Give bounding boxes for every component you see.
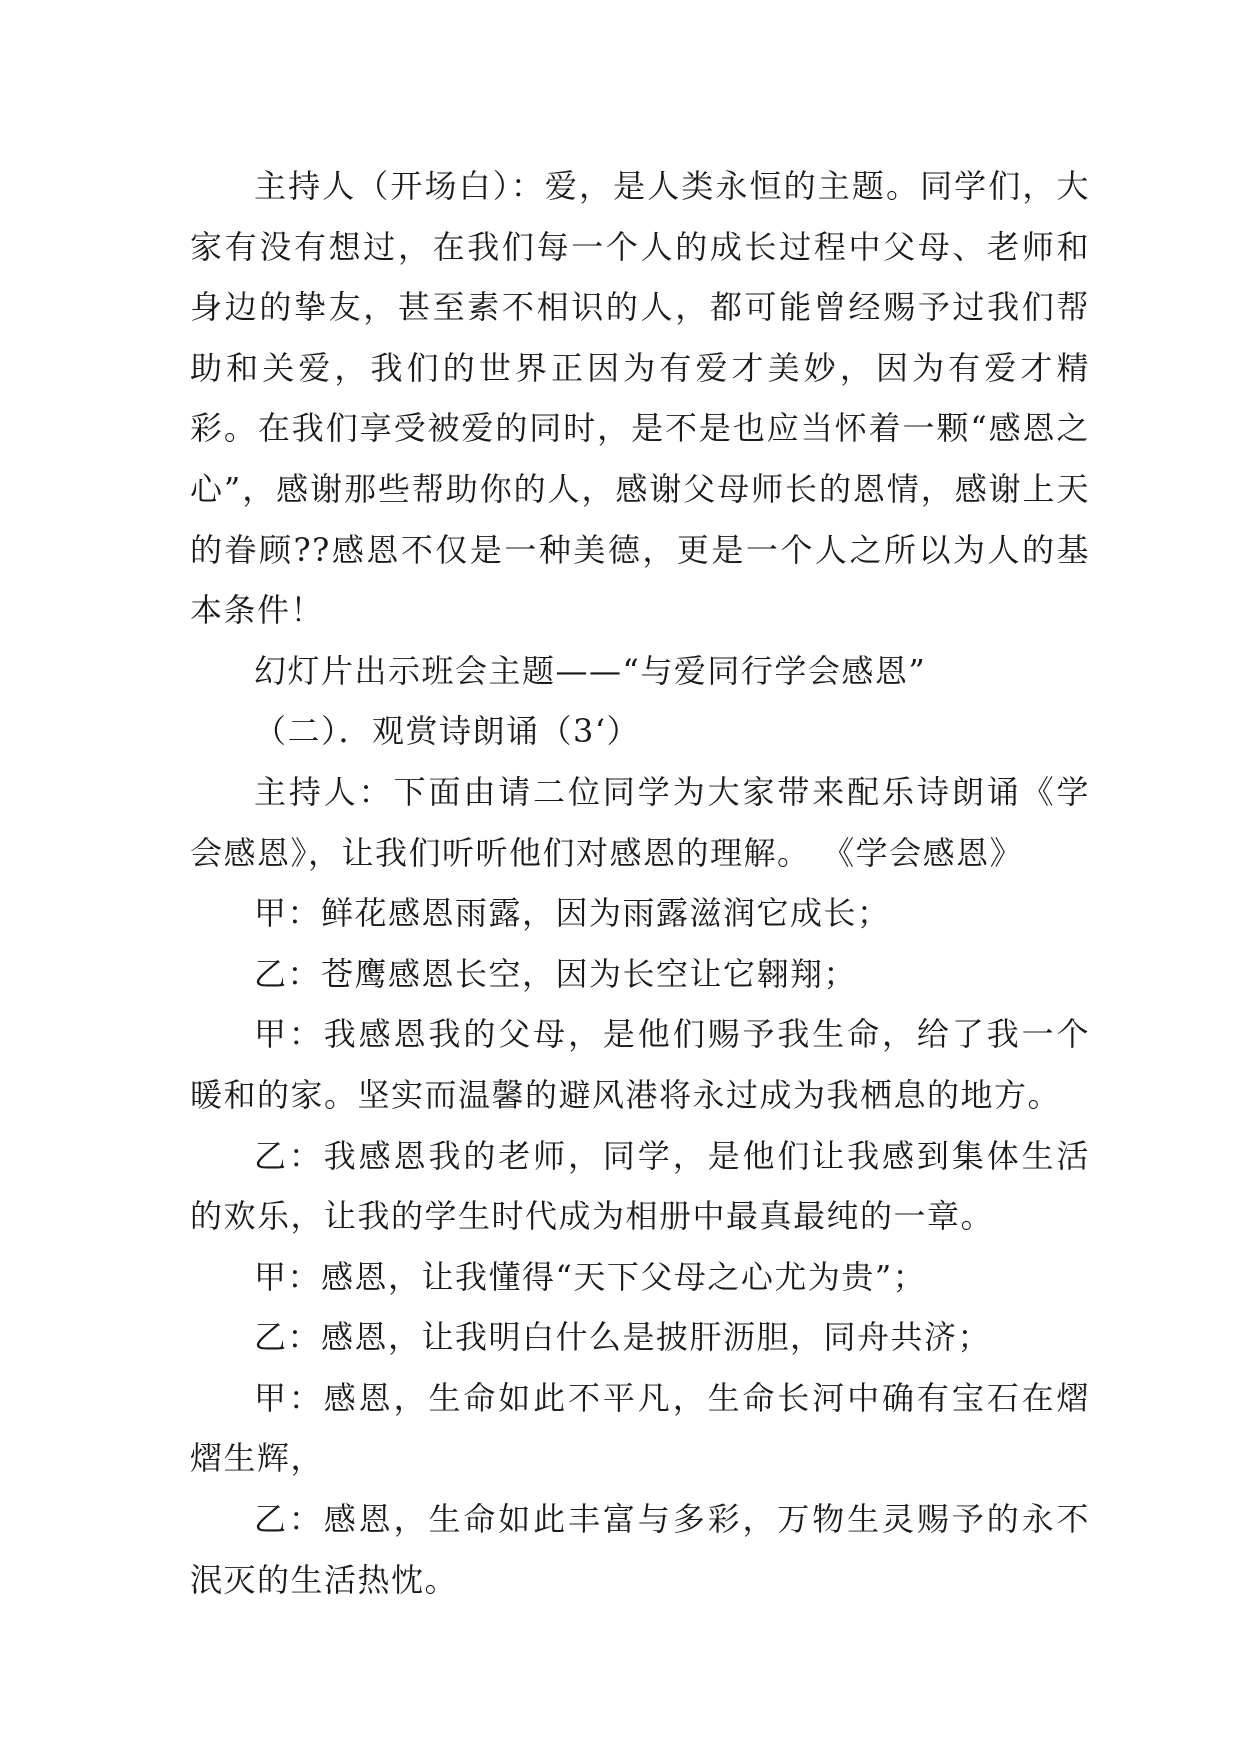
paragraph-poem-line: 乙：感恩，让我明白什么是披肝沥胆，同舟共济； [254,1318,992,1357]
paragraph-opening-speech: 主持人（开场白）：爱，是人类永恒的主题。同学们，大家有没有想过，在我们每一个人的成长过程中父母、老师和身边的挚友，甚至素不相识的人，都可能曾经赐予过我们帮助和关爱，我们的世界正因为有爱才美妙，因为有爱才精彩。在我们享受被爱的同时，是不是也应当怀着一颗“感恩之心”，感谢那些帮助你的人，感谢父母师长的恩情，感谢上天的眷顾??感恩不仅是一种美德，更是一个人之所以为人的基本条件！ [190,167,1090,630]
paragraph-poem-line: 乙：苍鹰感恩长空，因为长空让它翱翔； [254,954,858,993]
paragraph-poem-line: 甲：感恩，让我懂得“天下父母之心尤为贵”； [254,1257,927,1296]
paragraph-section-heading: （二）．观赏诗朗诵（3‘） [254,712,641,751]
paragraph-poem-line: 乙：我感恩我的老师，同学，是他们让我感到集体生活的欢乐，让我的学生时代成为相册中最真最纯的一章。 [190,1136,1090,1236]
paragraph-slide-theme: 幻灯片出示班会主题——“与爱同行学会感恩” [254,651,927,690]
document-body [190,156,1090,1610]
paragraph-poem-line: 甲：鲜花感恩雨露，因为雨露滋润它成长； [254,894,891,933]
paragraph-host-intro: 主持人：下面由请二位同学为大家带来配乐诗朗诵《学会感恩》，让我们听听他们对感恩的理解。 《学会感恩》 [190,772,1090,872]
paragraph-poem-line: 乙：感恩，生命如此丰富与多彩，万物生灵赐予的永不泯灭的生活热忱。 [190,1500,1090,1599]
paragraph-poem-line: 甲：感恩，生命如此不平凡，生命长河中确有宝石在熠熠生辉， [190,1378,1090,1478]
paragraph-poem-line: 甲：我感恩我的父母，是他们赐予我生命，给了我一个暖和的家。坚实而温馨的避风港将永过成为我栖息的地方。 [190,1015,1090,1114]
